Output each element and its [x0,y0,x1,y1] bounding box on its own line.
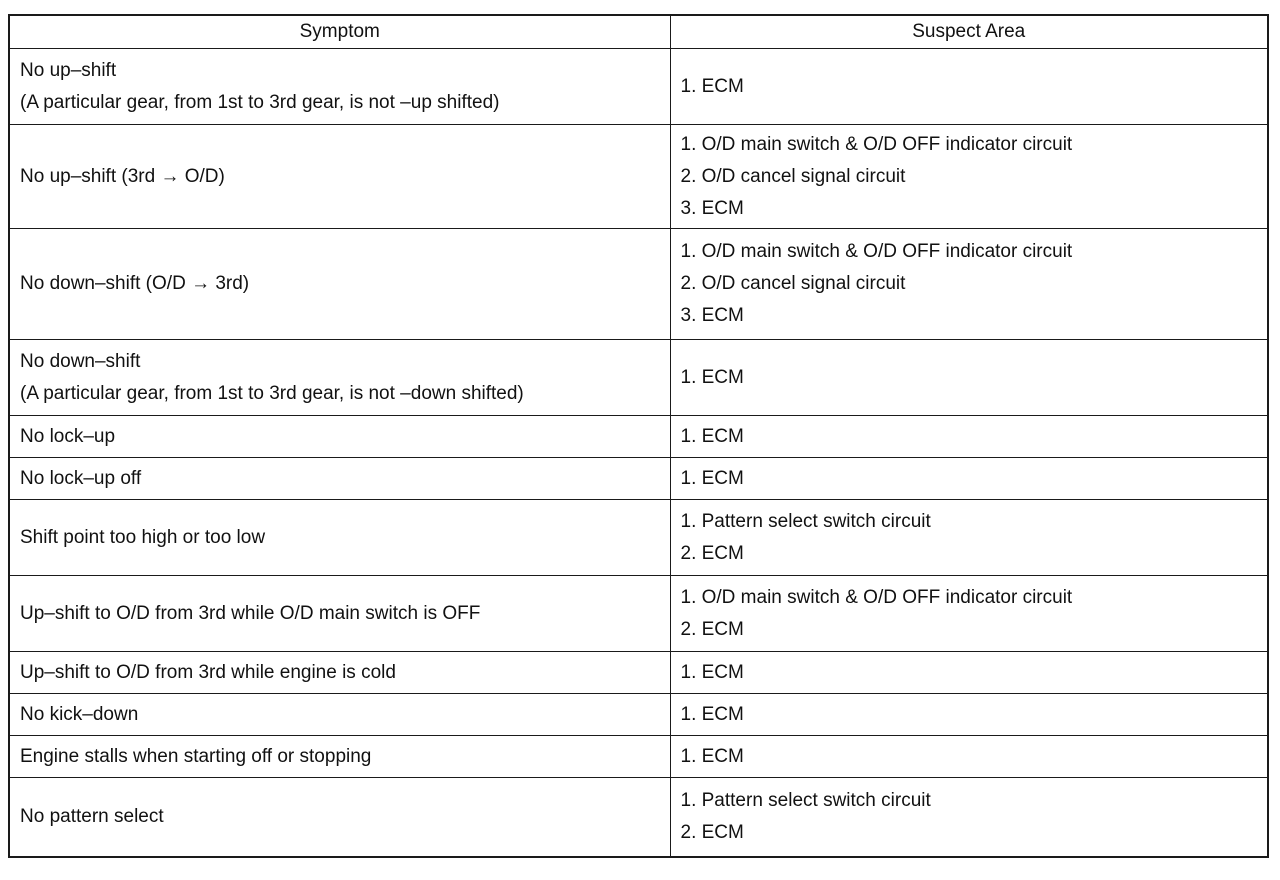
suspect-area-item: 1. ECM [680,703,744,725]
suspect-area-item: 1. ECM [680,467,744,489]
symptom-cell [10,416,670,458]
symptom-text: (A particular gear, from 1st to 3rd gear, is not –down shifted) [20,382,524,404]
symptom-text: No down–shift [20,350,141,372]
suspect-area-item: 1. Pattern select switch circuit [680,510,931,532]
suspect-area-cell [670,340,1267,416]
table-row [10,125,1267,229]
symptom-text: No up–shift [20,59,117,81]
symptom-cell [10,340,670,416]
symptom-cell [10,652,670,694]
suspect-area-item: 1. ECM [680,425,744,447]
symptom-text: No down–shift (O/D → 3rd) [20,273,250,294]
suspect-area-cell [670,652,1267,694]
table-row [10,416,1267,458]
diagnosis-table-frame [8,14,1269,858]
table-row [10,340,1267,416]
header-row [10,16,1267,49]
table-body [10,49,1267,856]
suspect-area-item: 2. ECM [680,618,744,640]
symptom-cell [10,125,670,229]
suspect-area-cell [670,694,1267,736]
suspect-area-item: 2. O/D cancel signal circuit [680,165,906,187]
suspect-area-item: 2. ECM [680,821,744,843]
table-row [10,500,1267,576]
suspect-area-item: 2. ECM [680,542,744,564]
suspect-area-item: 1. ECM [680,661,744,683]
header-symptom: Symptom [10,16,670,49]
table-row [10,694,1267,736]
suspect-area-item: 3. ECM [680,197,744,219]
symptom-cell [10,500,670,576]
suspect-area-item: 2. O/D cancel signal circuit [680,273,906,294]
symptom-text: No lock–up [20,425,116,447]
suspect-area-item: 3. ECM [680,305,744,326]
symptom-suspect-table [10,16,1267,856]
symptom-cell [10,458,670,500]
symptom-cell [10,576,670,652]
symptom-text: Engine stalls when starting off or stopping [20,745,372,767]
symptom-text: Up–shift to O/D from 3rd while O/D main switch is OFF [20,602,481,624]
table-row [10,652,1267,694]
suspect-area-item: 1. ECM [680,75,744,97]
symptom-text: No pattern select [20,805,164,827]
symptom-text: (A particular gear, from 1st to 3rd gear, is not –up shifted) [20,91,500,113]
symptom-cell [10,694,670,736]
suspect-area-cell [670,229,1267,340]
suspect-area-cell [670,49,1267,125]
table-row [10,49,1267,125]
symptom-text: No up–shift (3rd → O/D) [20,165,225,187]
suspect-area-cell [670,125,1267,229]
suspect-area-item: 1. O/D main switch & O/D OFF indicator circuit [680,586,1073,608]
table-row [10,576,1267,652]
symptom-cell [10,778,670,856]
suspect-area-cell [670,500,1267,576]
symptom-cell [10,49,670,125]
symptom-text: No kick–down [20,703,139,725]
symptom-text: No lock–up off [20,467,142,489]
symptom-cell [10,736,670,778]
suspect-area-item: 1. ECM [680,745,744,767]
table-row [10,736,1267,778]
header-suspect-area: Suspect Area [670,16,1267,49]
suspect-area-cell [670,458,1267,500]
suspect-area-item: 1. Pattern select switch circuit [680,789,931,811]
symptom-text: Up–shift to O/D from 3rd while engine is cold [20,661,396,683]
suspect-area-cell [670,576,1267,652]
suspect-area-item: 1. ECM [680,366,744,388]
table-row [10,778,1267,856]
suspect-area-item: 1. O/D main switch & O/D OFF indicator circuit [680,241,1073,262]
suspect-area-item: 1. O/D main switch & O/D OFF indicator circuit [680,133,1073,155]
suspect-area-cell [670,778,1267,856]
table-row [10,458,1267,500]
symptom-cell [10,229,670,340]
suspect-area-cell [670,736,1267,778]
suspect-area-cell [670,416,1267,458]
symptom-text: Shift point too high or too low [20,526,266,548]
table-row [10,229,1267,340]
